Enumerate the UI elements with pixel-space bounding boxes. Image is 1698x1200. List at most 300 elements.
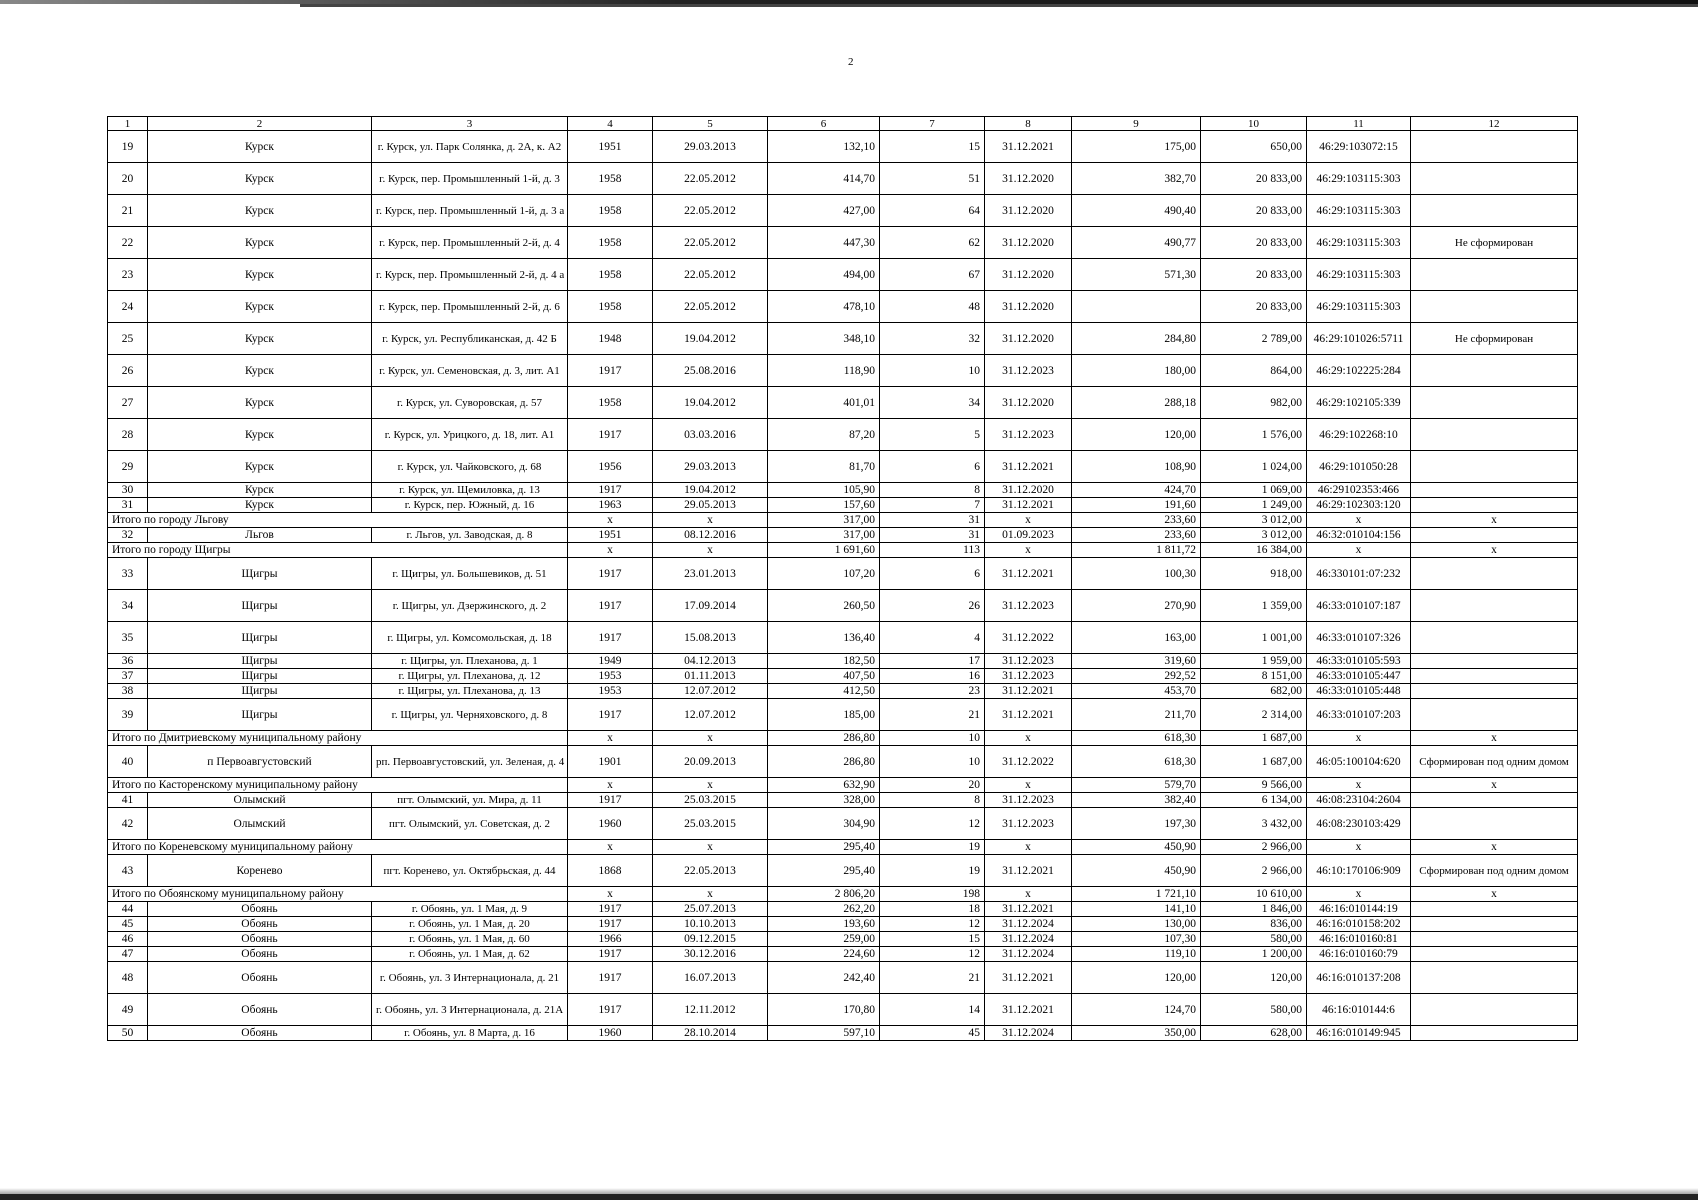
- column-number-row: [108, 117, 1578, 131]
- row-number-cell: 32: [108, 528, 148, 543]
- relocation-deadline-cell: 31.12.2021: [985, 902, 1072, 917]
- address-cell: г. Курск, ул. Семеновская, д. 3, лит. А1: [372, 355, 568, 387]
- area-cell: 317,00: [768, 528, 880, 543]
- residents-count-cell: 34: [880, 387, 985, 419]
- cost-cell: 2 966,00: [1201, 855, 1307, 887]
- land-plot-status-cell: [1411, 419, 1578, 451]
- area-cell: 1 691,60: [768, 543, 880, 558]
- table-row: [108, 451, 1578, 483]
- cadastral-number-cell: 46:29:102105:339: [1307, 387, 1411, 419]
- living-area-cell: [1072, 291, 1201, 323]
- year-built-cell: 1958: [568, 291, 653, 323]
- cadastral-number-cell: 46:29:102303:120: [1307, 498, 1411, 513]
- column-number: 5: [653, 117, 768, 131]
- cost-cell: 10 610,00: [1201, 887, 1307, 902]
- cadastral-number-cell: 46:16:010144:19: [1307, 902, 1411, 917]
- land-plot-status-cell: Не сформирован: [1411, 323, 1578, 355]
- cadastral-number-cell: 46:33:010105:447: [1307, 669, 1411, 684]
- cadastral-number-cell: 46:32:010104:156: [1307, 528, 1411, 543]
- year-built-cell: 1960: [568, 1026, 653, 1041]
- residents-count-cell: 51: [880, 163, 985, 195]
- cadastral-number-cell: 46:33:010107:187: [1307, 590, 1411, 622]
- settlement-cell: Щигры: [148, 622, 372, 654]
- residents-count-cell: 19: [880, 840, 985, 855]
- settlement-cell: Курск: [148, 483, 372, 498]
- settlement-cell: Курск: [148, 131, 372, 163]
- living-area-cell: 233,60: [1072, 528, 1201, 543]
- table-row: [108, 902, 1578, 917]
- recognition-date-cell: 03.03.2016: [653, 419, 768, 451]
- area-cell: 412,50: [768, 684, 880, 699]
- address-cell: г. Щигры, ул. Черняховского, д. 8: [372, 699, 568, 731]
- page-number: 2: [848, 56, 854, 68]
- residents-count-cell: 45: [880, 1026, 985, 1041]
- address-cell: пгт. Олымский, ул. Советская, д. 2: [372, 808, 568, 840]
- area-cell: 193,60: [768, 917, 880, 932]
- relocation-deadline-cell: 31.12.2024: [985, 932, 1072, 947]
- cadastral-number-cell: 46:33:010105:593: [1307, 654, 1411, 669]
- row-number-cell: 31: [108, 498, 148, 513]
- living-area-cell: 571,30: [1072, 259, 1201, 291]
- residents-count-cell: 8: [880, 483, 985, 498]
- land-plot-status-cell: х: [1411, 778, 1578, 793]
- year-built-cell: 1958: [568, 195, 653, 227]
- settlement-cell: Коренево: [148, 855, 372, 887]
- cadastral-number-cell: 46:33:010107:203: [1307, 699, 1411, 731]
- row-number-cell: 48: [108, 962, 148, 994]
- cadastral-number-cell: 46:08:23104:2604: [1307, 793, 1411, 808]
- land-plot-status-cell: [1411, 451, 1578, 483]
- land-plot-status-cell: х: [1411, 840, 1578, 855]
- living-area-cell: 382,40: [1072, 793, 1201, 808]
- living-area-cell: 100,30: [1072, 558, 1201, 590]
- settlement-cell: Щигры: [148, 590, 372, 622]
- address-cell: г. Щигры, ул. Дзержинского, д. 2: [372, 590, 568, 622]
- address-cell: г. Щигры, ул. Комсомольская, д. 18: [372, 622, 568, 654]
- year-built-cell: 1958: [568, 163, 653, 195]
- settlement-cell: Курск: [148, 227, 372, 259]
- recognition-date-cell: 10.10.2013: [653, 917, 768, 932]
- cost-cell: 580,00: [1201, 994, 1307, 1026]
- residents-count-cell: 15: [880, 932, 985, 947]
- residents-count-cell: 12: [880, 808, 985, 840]
- area-cell: 317,00: [768, 513, 880, 528]
- living-area-cell: 1 811,72: [1072, 543, 1201, 558]
- cost-cell: 1 359,00: [1201, 590, 1307, 622]
- cost-cell: 1 024,00: [1201, 451, 1307, 483]
- year-built-cell: 1917: [568, 622, 653, 654]
- recognition-date-cell: 20.09.2013: [653, 746, 768, 778]
- year-built-cell: 1958: [568, 387, 653, 419]
- living-area-cell: 453,70: [1072, 684, 1201, 699]
- relocation-deadline-cell: х: [985, 513, 1072, 528]
- relocation-deadline-cell: 31.12.2023: [985, 590, 1072, 622]
- recognition-date-cell: 17.09.2014: [653, 590, 768, 622]
- column-number: 11: [1307, 117, 1411, 131]
- row-number-cell: 20: [108, 163, 148, 195]
- cadastral-number-cell: 46:16:010144:6: [1307, 994, 1411, 1026]
- subtotal-row: [108, 731, 1578, 746]
- cadastral-number-cell: х: [1307, 731, 1411, 746]
- cost-cell: 9 566,00: [1201, 778, 1307, 793]
- settlement-cell: Курск: [148, 323, 372, 355]
- cadastral-number-cell: 46:330101:07:232: [1307, 558, 1411, 590]
- cost-cell: 836,00: [1201, 917, 1307, 932]
- land-plot-status-cell: [1411, 195, 1578, 227]
- living-area-cell: 120,00: [1072, 419, 1201, 451]
- area-cell: 259,00: [768, 932, 880, 947]
- settlement-cell: Олымский: [148, 808, 372, 840]
- recognition-date-cell: 19.04.2012: [653, 483, 768, 498]
- living-area-cell: 197,30: [1072, 808, 1201, 840]
- residents-count-cell: 48: [880, 291, 985, 323]
- row-number-cell: 19: [108, 131, 148, 163]
- table-row: [108, 962, 1578, 994]
- relocation-deadline-cell: 31.12.2024: [985, 947, 1072, 962]
- table-row: [108, 558, 1578, 590]
- residents-count-cell: 18: [880, 902, 985, 917]
- settlement-cell: Курск: [148, 355, 372, 387]
- table-row: [108, 994, 1578, 1026]
- row-number-cell: 45: [108, 917, 148, 932]
- row-number-cell: 42: [108, 808, 148, 840]
- year-built-cell: 1953: [568, 684, 653, 699]
- table-row: [108, 323, 1578, 355]
- year-built-cell: 1917: [568, 793, 653, 808]
- subtotal-label: Итого по городу Щигры: [108, 543, 568, 558]
- recognition-date-cell: х: [653, 543, 768, 558]
- year-built-cell: 1917: [568, 483, 653, 498]
- relocation-deadline-cell: 31.12.2023: [985, 669, 1072, 684]
- living-area-cell: 270,90: [1072, 590, 1201, 622]
- row-number-cell: 50: [108, 1026, 148, 1041]
- living-area-cell: 579,70: [1072, 778, 1201, 793]
- area-cell: 132,10: [768, 131, 880, 163]
- table-row: [108, 855, 1578, 887]
- living-area-cell: 211,70: [1072, 699, 1201, 731]
- recognition-date-cell: 29.03.2013: [653, 451, 768, 483]
- table-row: [108, 1026, 1578, 1041]
- settlement-cell: Обоянь: [148, 1026, 372, 1041]
- recognition-date-cell: 01.11.2013: [653, 669, 768, 684]
- cost-cell: 1 069,00: [1201, 483, 1307, 498]
- recognition-date-cell: 09.12.2015: [653, 932, 768, 947]
- recognition-date-cell: 12.07.2012: [653, 684, 768, 699]
- relocation-deadline-cell: 31.12.2020: [985, 195, 1072, 227]
- area-cell: 478,10: [768, 291, 880, 323]
- row-number-cell: 41: [108, 793, 148, 808]
- living-area-cell: 180,00: [1072, 355, 1201, 387]
- column-number: 7: [880, 117, 985, 131]
- address-cell: г. Курск, пер. Промышленный 1-й, д. 3 а: [372, 195, 568, 227]
- land-plot-status-cell: х: [1411, 887, 1578, 902]
- year-built-cell: 1917: [568, 947, 653, 962]
- table-row: [108, 746, 1578, 778]
- address-cell: г. Щигры, ул. Большевиков, д. 51: [372, 558, 568, 590]
- cost-cell: 1 576,00: [1201, 419, 1307, 451]
- cadastral-number-cell: х: [1307, 543, 1411, 558]
- table-row: [108, 669, 1578, 684]
- residents-count-cell: 62: [880, 227, 985, 259]
- column-number: 8: [985, 117, 1072, 131]
- relocation-deadline-cell: 31.12.2020: [985, 227, 1072, 259]
- area-cell: 81,70: [768, 451, 880, 483]
- living-area-cell: 424,70: [1072, 483, 1201, 498]
- area-cell: 295,40: [768, 855, 880, 887]
- subtotal-row: [108, 887, 1578, 902]
- relocation-deadline-cell: 31.12.2023: [985, 793, 1072, 808]
- cadastral-number-cell: х: [1307, 840, 1411, 855]
- cost-cell: 20 833,00: [1201, 163, 1307, 195]
- land-plot-status-cell: х: [1411, 731, 1578, 746]
- cadastral-number-cell: 46:29:102268:10: [1307, 419, 1411, 451]
- recognition-date-cell: х: [653, 840, 768, 855]
- subtotal-label: Итого по Касторенскому муниципальному району: [108, 778, 568, 793]
- address-cell: г. Курск, ул. Урицкого, д. 18, лит. А1: [372, 419, 568, 451]
- row-number-cell: 24: [108, 291, 148, 323]
- subtotal-row: [108, 513, 1578, 528]
- relocation-deadline-cell: 31.12.2021: [985, 684, 1072, 699]
- relocation-deadline-cell: 31.12.2021: [985, 558, 1072, 590]
- relocation-deadline-cell: 31.12.2021: [985, 699, 1072, 731]
- cost-cell: 1 001,00: [1201, 622, 1307, 654]
- year-built-cell: 1951: [568, 131, 653, 163]
- living-area-cell: 163,00: [1072, 622, 1201, 654]
- relocation-deadline-cell: 01.09.2023: [985, 528, 1072, 543]
- year-built-cell: 1917: [568, 590, 653, 622]
- residents-count-cell: 12: [880, 947, 985, 962]
- land-plot-status-cell: [1411, 902, 1578, 917]
- settlement-cell: Льгов: [148, 528, 372, 543]
- residents-count-cell: 31: [880, 513, 985, 528]
- address-cell: г. Щигры, ул. Плеханова, д. 1: [372, 654, 568, 669]
- living-area-cell: 490,40: [1072, 195, 1201, 227]
- residents-count-cell: 21: [880, 962, 985, 994]
- year-built-cell: 1917: [568, 962, 653, 994]
- cost-cell: 1 959,00: [1201, 654, 1307, 669]
- cadastral-number-cell: 46:29:101026:5711: [1307, 323, 1411, 355]
- relocation-deadline-cell: 31.12.2023: [985, 419, 1072, 451]
- living-area-cell: 292,52: [1072, 669, 1201, 684]
- living-area-cell: 233,60: [1072, 513, 1201, 528]
- residents-count-cell: 198: [880, 887, 985, 902]
- area-cell: 2 806,20: [768, 887, 880, 902]
- cadastral-number-cell: 46:33:010105:448: [1307, 684, 1411, 699]
- residents-count-cell: 15: [880, 131, 985, 163]
- area-cell: 242,40: [768, 962, 880, 994]
- land-plot-status-cell: [1411, 793, 1578, 808]
- residents-count-cell: 32: [880, 323, 985, 355]
- area-cell: 224,60: [768, 947, 880, 962]
- cost-cell: 1 846,00: [1201, 902, 1307, 917]
- address-cell: г. Курск, ул. Щемиловка, д. 13: [372, 483, 568, 498]
- land-plot-status-cell: Сформирован под одним домом: [1411, 746, 1578, 778]
- year-built-cell: х: [568, 840, 653, 855]
- land-plot-status-cell: [1411, 590, 1578, 622]
- relocation-deadline-cell: 31.12.2023: [985, 355, 1072, 387]
- cadastral-number-cell: 46:29:103115:303: [1307, 163, 1411, 195]
- living-area-cell: 108,90: [1072, 451, 1201, 483]
- settlement-cell: Курск: [148, 387, 372, 419]
- year-built-cell: 1963: [568, 498, 653, 513]
- cadastral-number-cell: 46:29:103115:303: [1307, 195, 1411, 227]
- recognition-date-cell: 23.01.2013: [653, 558, 768, 590]
- cadastral-number-cell: х: [1307, 778, 1411, 793]
- relocation-deadline-cell: 31.12.2022: [985, 746, 1072, 778]
- table-row: [108, 483, 1578, 498]
- year-built-cell: 1917: [568, 355, 653, 387]
- column-number: 2: [148, 117, 372, 131]
- living-area-cell: 350,00: [1072, 1026, 1201, 1041]
- cost-cell: 580,00: [1201, 932, 1307, 947]
- recognition-date-cell: 22.05.2012: [653, 227, 768, 259]
- residents-count-cell: 12: [880, 917, 985, 932]
- area-cell: 107,20: [768, 558, 880, 590]
- cadastral-number-cell: 46:29:103115:303: [1307, 227, 1411, 259]
- recognition-date-cell: 25.07.2013: [653, 902, 768, 917]
- recognition-date-cell: 22.05.2012: [653, 195, 768, 227]
- area-cell: 348,10: [768, 323, 880, 355]
- living-area-cell: 450,90: [1072, 855, 1201, 887]
- cost-cell: 682,00: [1201, 684, 1307, 699]
- address-cell: г. Курск, ул. Парк Солянка, д. 2А, к. А2: [372, 131, 568, 163]
- year-built-cell: х: [568, 513, 653, 528]
- settlement-cell: Курск: [148, 498, 372, 513]
- living-area-cell: 288,18: [1072, 387, 1201, 419]
- column-number: 12: [1411, 117, 1578, 131]
- column-number: 4: [568, 117, 653, 131]
- column-number: 9: [1072, 117, 1201, 131]
- residents-count-cell: 20: [880, 778, 985, 793]
- residents-count-cell: 8: [880, 793, 985, 808]
- area-cell: 401,01: [768, 387, 880, 419]
- subtotal-row: [108, 778, 1578, 793]
- table-row: [108, 291, 1578, 323]
- recognition-date-cell: 25.03.2015: [653, 793, 768, 808]
- subtotal-label: Итого по Обоянскому муниципальному району: [108, 887, 568, 902]
- residents-count-cell: 19: [880, 855, 985, 887]
- residents-count-cell: 14: [880, 994, 985, 1026]
- cadastral-number-cell: 46:16:010160:79: [1307, 947, 1411, 962]
- table-row: [108, 917, 1578, 932]
- area-cell: 105,90: [768, 483, 880, 498]
- cost-cell: 3 432,00: [1201, 808, 1307, 840]
- cost-cell: 2 314,00: [1201, 699, 1307, 731]
- address-cell: г. Обоянь, ул. 1 Мая, д. 60: [372, 932, 568, 947]
- area-cell: 427,00: [768, 195, 880, 227]
- cost-cell: 20 833,00: [1201, 259, 1307, 291]
- table-row: [108, 355, 1578, 387]
- living-area-cell: 191,60: [1072, 498, 1201, 513]
- settlement-cell: Обоянь: [148, 902, 372, 917]
- subtotal-label: Итого по Кореневскому муниципальному району: [108, 840, 568, 855]
- row-number-cell: 37: [108, 669, 148, 684]
- year-built-cell: 1958: [568, 259, 653, 291]
- row-number-cell: 25: [108, 323, 148, 355]
- relocation-deadline-cell: х: [985, 543, 1072, 558]
- relocation-deadline-cell: 31.12.2020: [985, 323, 1072, 355]
- living-area-cell: 120,00: [1072, 962, 1201, 994]
- cadastral-number-cell: х: [1307, 513, 1411, 528]
- relocation-deadline-cell: 31.12.2023: [985, 808, 1072, 840]
- area-cell: 597,10: [768, 1026, 880, 1041]
- relocation-deadline-cell: 31.12.2020: [985, 387, 1072, 419]
- table-row: [108, 808, 1578, 840]
- cost-cell: 16 384,00: [1201, 543, 1307, 558]
- register-table: [107, 116, 1578, 1041]
- relocation-deadline-cell: 31.12.2022: [985, 622, 1072, 654]
- land-plot-status-cell: [1411, 1026, 1578, 1041]
- living-area-cell: 284,80: [1072, 323, 1201, 355]
- address-cell: г. Курск, пер. Южный, д. 16: [372, 498, 568, 513]
- year-built-cell: 1917: [568, 994, 653, 1026]
- table-row: [108, 932, 1578, 947]
- cost-cell: 1 687,00: [1201, 746, 1307, 778]
- row-number-cell: 46: [108, 932, 148, 947]
- address-cell: г. Курск, пер. Промышленный 2-й, д. 6: [372, 291, 568, 323]
- recognition-date-cell: 25.03.2015: [653, 808, 768, 840]
- address-cell: г. Курск, ул. Республиканская, д. 42 Б: [372, 323, 568, 355]
- row-number-cell: 21: [108, 195, 148, 227]
- year-built-cell: 1917: [568, 699, 653, 731]
- land-plot-status-cell: [1411, 654, 1578, 669]
- cadastral-number-cell: 46:10:170106:909: [1307, 855, 1411, 887]
- settlement-cell: Курск: [148, 163, 372, 195]
- cadastral-number-cell: 46:29:101050:28: [1307, 451, 1411, 483]
- column-number: 1: [108, 117, 148, 131]
- residents-count-cell: 6: [880, 558, 985, 590]
- living-area-cell: 382,70: [1072, 163, 1201, 195]
- address-cell: г. Курск, пер. Промышленный 2-й, д. 4: [372, 227, 568, 259]
- residents-count-cell: 31: [880, 528, 985, 543]
- address-cell: г. Курск, пер. Промышленный 1-й, д. 3: [372, 163, 568, 195]
- cadastral-number-cell: 46:16:010160:81: [1307, 932, 1411, 947]
- area-cell: 407,50: [768, 669, 880, 684]
- cost-cell: 120,00: [1201, 962, 1307, 994]
- area-cell: 414,70: [768, 163, 880, 195]
- row-number-cell: 49: [108, 994, 148, 1026]
- settlement-cell: Щигры: [148, 684, 372, 699]
- year-built-cell: 1917: [568, 902, 653, 917]
- area-cell: 262,20: [768, 902, 880, 917]
- row-number-cell: 34: [108, 590, 148, 622]
- area-cell: 304,90: [768, 808, 880, 840]
- area-cell: 260,50: [768, 590, 880, 622]
- address-cell: г. Курск, ул. Суворовская, д. 57: [372, 387, 568, 419]
- year-built-cell: 1949: [568, 654, 653, 669]
- recognition-date-cell: 29.03.2013: [653, 131, 768, 163]
- table-row: [108, 590, 1578, 622]
- living-area-cell: 141,10: [1072, 902, 1201, 917]
- column-number: 3: [372, 117, 568, 131]
- scan-edge-top-shadow: [300, 4, 1698, 7]
- settlement-cell: Щигры: [148, 558, 372, 590]
- cadastral-number-cell: 46:05:100104:620: [1307, 746, 1411, 778]
- table-row: [108, 227, 1578, 259]
- settlement-cell: Щигры: [148, 669, 372, 684]
- residents-count-cell: 21: [880, 699, 985, 731]
- settlement-cell: Обоянь: [148, 947, 372, 962]
- year-built-cell: 1966: [568, 932, 653, 947]
- cost-cell: 20 833,00: [1201, 195, 1307, 227]
- settlement-cell: Курск: [148, 419, 372, 451]
- address-cell: г. Щигры, ул. Плеханова, д. 12: [372, 669, 568, 684]
- area-cell: 494,00: [768, 259, 880, 291]
- year-built-cell: 1951: [568, 528, 653, 543]
- area-cell: 87,20: [768, 419, 880, 451]
- year-built-cell: х: [568, 731, 653, 746]
- cost-cell: 650,00: [1201, 131, 1307, 163]
